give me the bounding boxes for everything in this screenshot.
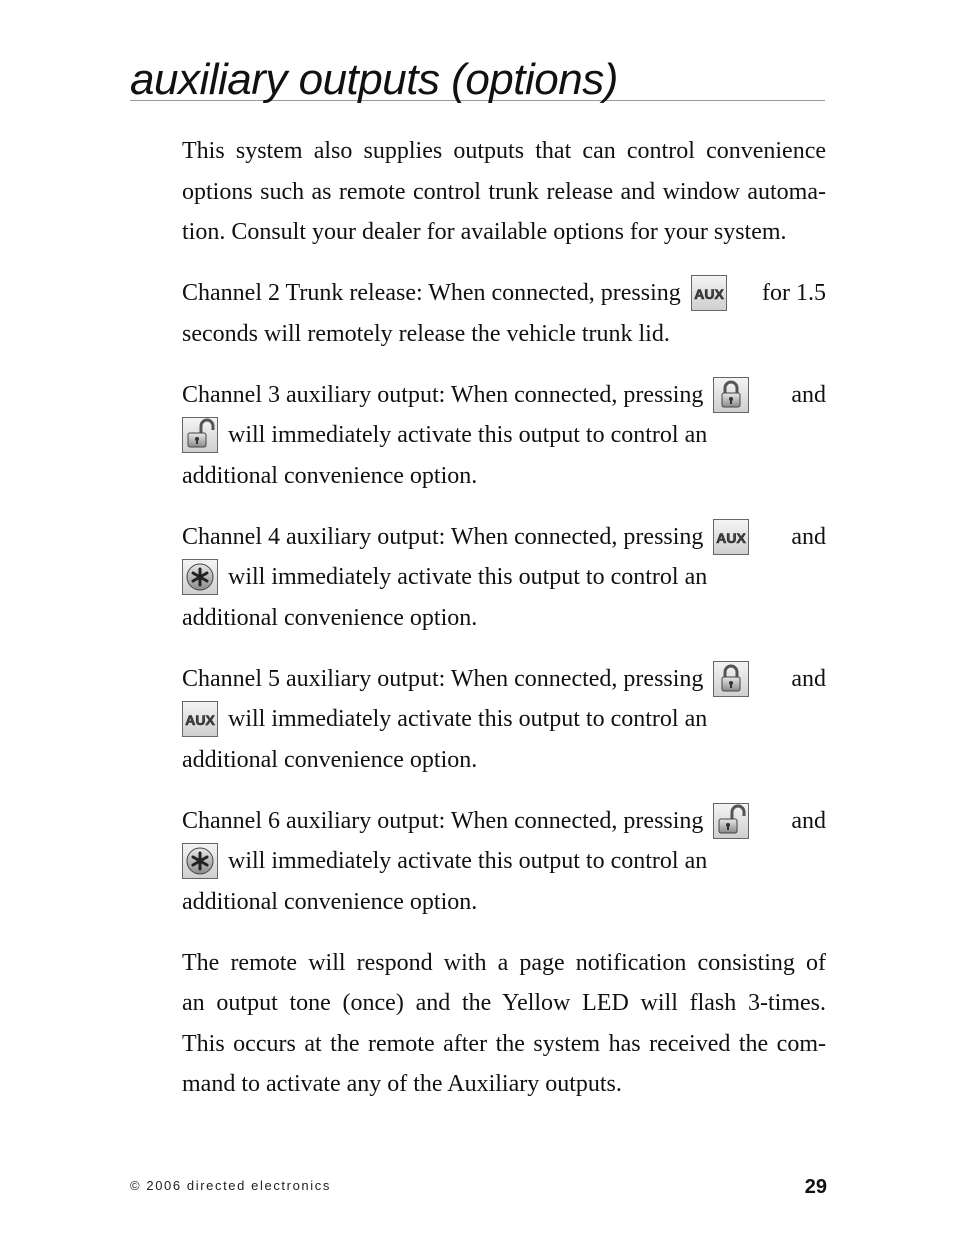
page-number: 29 bbox=[804, 1176, 827, 1198]
intro-paragraph bbox=[182, 131, 826, 253]
channel-5-paragraph bbox=[182, 659, 826, 781]
text-line: will immediately activate this output to control an bbox=[182, 415, 826, 456]
channel-2-paragraph bbox=[182, 273, 826, 354]
text-line: additional convenience option. bbox=[182, 604, 478, 631]
channel-3-paragraph bbox=[182, 375, 826, 497]
unlock-button-icon bbox=[713, 803, 749, 839]
text-line: additional convenience option. bbox=[182, 462, 478, 489]
star-button-icon bbox=[182, 843, 218, 879]
text-line: This occurs at the remote after the system has received the com- bbox=[182, 1030, 826, 1057]
lock-button-icon bbox=[713, 377, 749, 413]
text-line: seconds will remotely release the vehicle trunk lid. bbox=[182, 320, 670, 347]
text-line: mand to activate any of the Auxiliary outputs. bbox=[182, 1071, 622, 1097]
text-line: Channel 4 auxiliary output: When connected, pressing AUX and bbox=[182, 517, 826, 558]
text-line: Channel 6 auxiliary output: When connected, pressing and bbox=[182, 801, 826, 842]
text-line: will immediately activate this output to control an bbox=[182, 841, 826, 882]
aux-button-icon bbox=[713, 519, 749, 555]
text-line: Channel 3 auxiliary output: When connected, pressing and bbox=[182, 375, 826, 416]
footer-copyright: © 2006 directed electronics bbox=[130, 1178, 331, 1193]
aux-button-icon bbox=[691, 275, 727, 311]
text-line: Channel 5 auxiliary output: When connected, pressing and bbox=[182, 659, 826, 700]
svg-text:AUX: AUX bbox=[185, 712, 215, 729]
lock-button-icon bbox=[713, 661, 749, 697]
unlock-button-icon bbox=[182, 417, 218, 453]
text-line: will immediately activate this output to control an bbox=[182, 557, 826, 598]
svg-text:AUX: AUX bbox=[694, 286, 724, 303]
text-line: an output tone (once) and the Yellow LED will flash 3-times. bbox=[182, 990, 826, 1016]
text-line: additional convenience option. bbox=[182, 746, 478, 773]
text-line: additional convenience option. bbox=[182, 888, 478, 915]
svg-text:AUX: AUX bbox=[716, 529, 747, 546]
channel-6-paragraph bbox=[182, 801, 826, 923]
page-body bbox=[182, 131, 826, 1105]
text-line: AUX will immediately activate this output to control an bbox=[182, 699, 826, 740]
channel-4-paragraph bbox=[182, 517, 826, 639]
star-button-icon bbox=[182, 559, 218, 595]
text-line: Channel 2 Trunk release: When connected, pressing AUX for 1.5 bbox=[182, 273, 826, 314]
text-line: tion. Consult your dealer for available options for your system. bbox=[182, 219, 787, 245]
text-line: options such as remote control trunk release and window automa- bbox=[182, 178, 826, 205]
closing-paragraph bbox=[182, 943, 826, 1105]
text-line: This system also supplies outputs that can control convenience bbox=[182, 138, 826, 164]
aux-button-icon bbox=[182, 701, 218, 737]
page-title: auxiliary outputs (options) bbox=[130, 58, 825, 101]
text-line: The remote will respond with a page notification consisting of bbox=[182, 949, 826, 976]
